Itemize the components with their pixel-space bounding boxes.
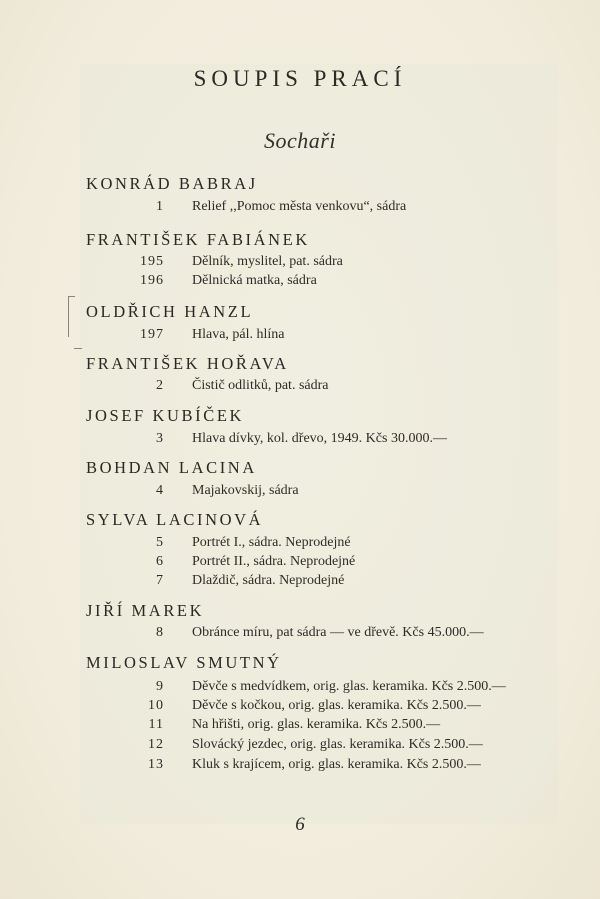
artist-name: BOHDAN LACINA	[86, 458, 257, 477]
work-description: Dělnická matka, sádra	[192, 273, 317, 288]
work-entry	[0, 573, 600, 593]
artist-name: KONRÁD BABRAJ	[86, 174, 258, 193]
work-number: 2	[156, 378, 164, 393]
work-description: Hlava, pál. hlína	[192, 327, 285, 342]
work-description: Děvče s medvídkem, orig. glas. keramika. Kčs 2.500.—	[192, 679, 506, 694]
page-title: SOUPIS PRACÍ	[193, 66, 407, 91]
pencil-tick-mark	[74, 348, 82, 349]
artist-name: FRANTIŠEK HOŘAVA	[86, 354, 289, 373]
artist-name: JOSEF KUBÍČEK	[86, 406, 245, 425]
work-description: Čistič odlitků, pat. sádra	[192, 378, 329, 393]
work-entry	[0, 431, 600, 451]
work-entry	[0, 535, 600, 555]
work-entry	[0, 625, 600, 645]
work-description: Hlava dívky, kol. dřevo, 1949. Kčs 30.000.—	[192, 431, 447, 446]
work-number: 4	[156, 483, 164, 498]
work-entry	[0, 679, 600, 699]
work-number: 5	[156, 535, 164, 550]
work-number: 7	[156, 573, 164, 588]
work-number: 10	[148, 698, 164, 713]
work-entry	[0, 737, 600, 757]
work-entry	[0, 378, 600, 398]
work-number: 13	[148, 757, 164, 772]
work-number: 3	[156, 431, 164, 446]
artist-name: OLDŘICH HANZL	[86, 302, 254, 321]
work-entry	[0, 254, 600, 274]
work-description: Relief ,,Pomoc města venkovu“, sádra	[192, 199, 407, 214]
artist-name: SYLVA LACINOVÁ	[86, 510, 264, 529]
work-entry	[0, 757, 600, 777]
section-title: Sochaři	[264, 128, 336, 153]
work-description: Děvče s kočkou, orig. glas. keramika. Kčs 2.500.—	[192, 698, 481, 713]
work-description: Slovácký jezdec, orig. glas. keramika. Kčs 2.500.—	[192, 737, 483, 752]
artist-name: MILOSLAV SMUTNÝ	[86, 653, 282, 672]
work-number: 9	[156, 679, 164, 694]
work-number: 1	[156, 199, 164, 214]
work-number: 12	[148, 737, 164, 752]
artist-name: JIŘÍ MAREK	[86, 601, 205, 620]
page-number: 6	[295, 814, 305, 835]
work-description: Majakovskij, sádra	[192, 483, 299, 498]
work-number: 11	[148, 717, 164, 732]
work-entry	[0, 483, 600, 503]
work-entry	[0, 199, 600, 219]
work-description: Dlaždič, sádra. Neprodejné	[192, 573, 345, 588]
work-entry	[0, 273, 600, 293]
work-number: 6	[156, 554, 164, 569]
work-entry	[0, 717, 600, 737]
work-description: Na hřišti, orig. glas. keramika. Kčs 2.500.—	[192, 717, 441, 732]
artist-name: FRANTIŠEK FABIÁNEK	[86, 230, 310, 249]
work-number: 196	[140, 273, 164, 288]
work-entry	[0, 554, 600, 574]
work-number: 195	[140, 254, 164, 269]
work-description: Kluk s krajícem, orig. glas. keramika. Kčs 2.500.—	[192, 757, 481, 772]
work-description: Portrét II., sádra. Neprodejné	[192, 554, 356, 569]
work-description: Dělník, myslitel, pat. sádra	[192, 254, 343, 269]
work-number: 197	[140, 327, 164, 342]
work-description: Obránce míru, pat sádra — ve dřevě. Kčs 45.000.—	[192, 625, 484, 640]
work-description: Portrét I., sádra. Neprodejné	[192, 535, 351, 550]
work-entry	[0, 698, 600, 718]
work-number: 8	[156, 625, 164, 640]
work-entry	[0, 327, 600, 347]
